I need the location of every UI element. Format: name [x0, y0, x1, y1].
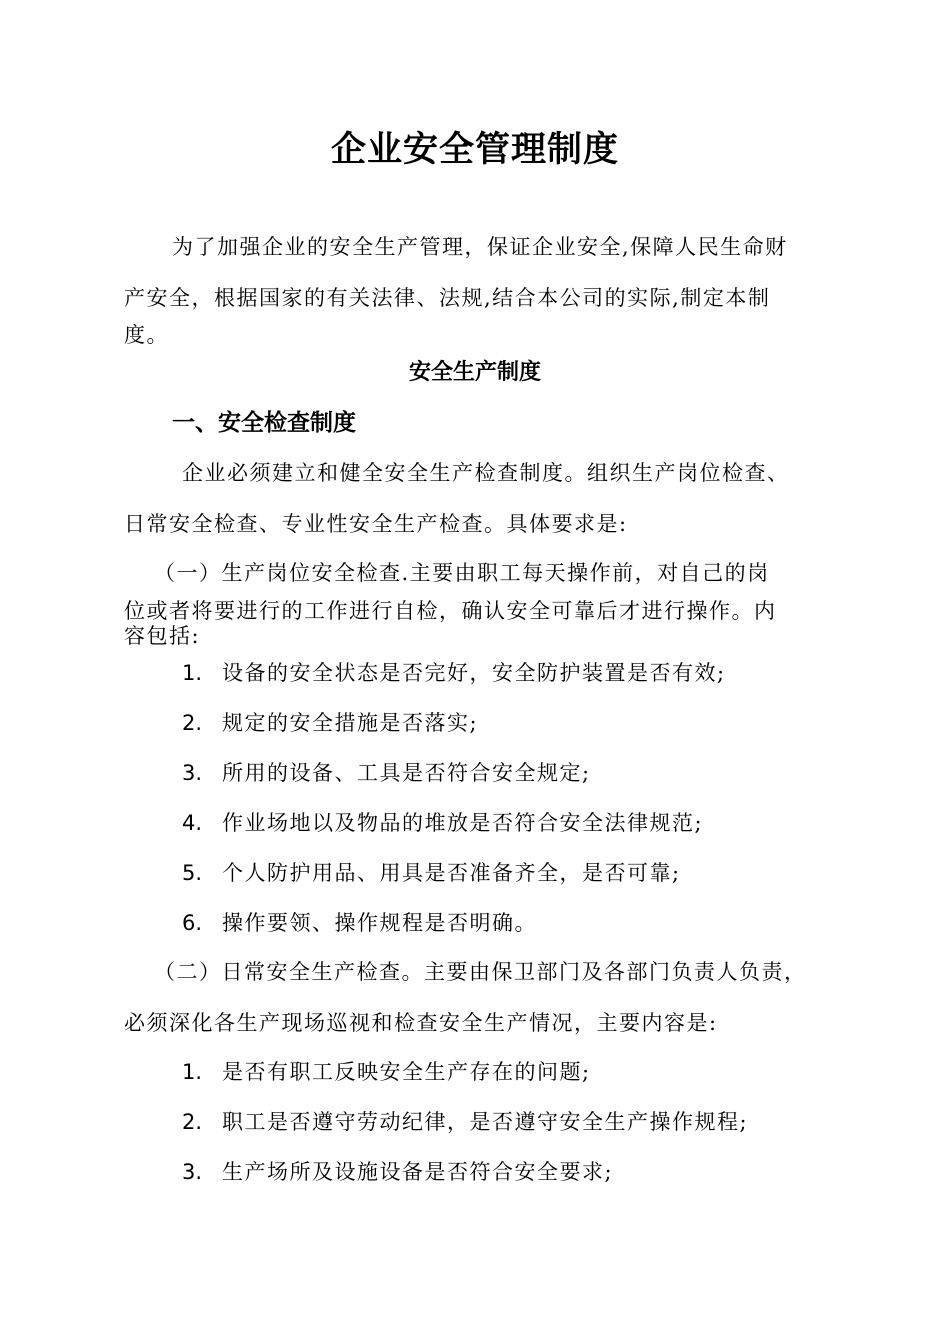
list-number: 1. [182, 661, 203, 685]
list-number: 1. [182, 1060, 203, 1084]
list-item [182, 658, 726, 688]
intro-line-1: 为了加强企业的安全生产管理，保证企业安全,保障人民生命财 [172, 235, 788, 259]
list-text: 规定的安全措施是否落实; [222, 711, 479, 735]
sub1-line-3: 容包括: [124, 624, 201, 648]
list-text: 个人防护用品、用具是否准备齐全，是否可靠; [222, 861, 681, 885]
intro-line-2: 产安全，根据国家的有关法律、法规,结合本公司的实际,制定本制 [124, 286, 771, 310]
intro-line-3: 度。 [124, 323, 169, 347]
para1-line-1: 企业必须建立和健全安全生产检查制度。组织生产岗位检查、 [182, 461, 790, 485]
list-item [182, 1107, 748, 1137]
list-number: 4. [182, 811, 203, 835]
list-item [182, 1057, 591, 1087]
para1-line-2: 日常安全检查、专业性安全生产检查。具体要求是: [124, 512, 628, 536]
list-text: 职工是否遵守劳动纪律，是否遵守安全生产操作规程; [222, 1110, 749, 1134]
list-number: 3. [182, 761, 203, 785]
sub2-line-2: 必须深化各生产现场巡视和检查安全生产情况，主要内容是: [124, 1011, 718, 1035]
list-text: 是否有职工反映安全生产存在的问题; [222, 1060, 591, 1084]
list-item [182, 758, 591, 788]
list-number: 5. [182, 861, 203, 885]
list-text: 作业场地以及物品的堆放是否符合安全法律规范; [222, 811, 704, 835]
sub2-line-1: （二）日常安全生产检查。主要由保卫部门及各部门负责人负责， [154, 960, 807, 984]
list-text: 所用的设备、工具是否符合安全规定; [222, 761, 591, 785]
list-number: 2. [182, 711, 203, 735]
heading-safety-inspection: 一、安全检查制度 [172, 410, 356, 436]
list-item [182, 708, 478, 738]
list-number: 6. [182, 911, 203, 935]
sub1-line-2: 位或者将要进行的工作进行自检，确认安全可靠后才进行操作。内 [124, 599, 777, 623]
list-item [182, 1157, 613, 1187]
list-text: 设备的安全状态是否完好，安全防护装置是否有效; [222, 661, 726, 685]
list-text: 操作要领、操作规程是否明确。 [222, 911, 537, 935]
sub1-line-1: （一）生产岗位安全检查.主要由职工每天操作前，对自己的岗 [154, 561, 770, 585]
list-item [182, 908, 537, 938]
list-item [182, 808, 703, 838]
list-number: 2. [182, 1110, 203, 1134]
list-text: 生产场所及设施设备是否符合安全要求; [222, 1160, 614, 1184]
list-number: 3. [182, 1160, 203, 1184]
section-title: 安全生产制度 [408, 360, 541, 385]
document-title: 企业安全管理制度 [330, 130, 619, 170]
list-item [182, 858, 681, 888]
